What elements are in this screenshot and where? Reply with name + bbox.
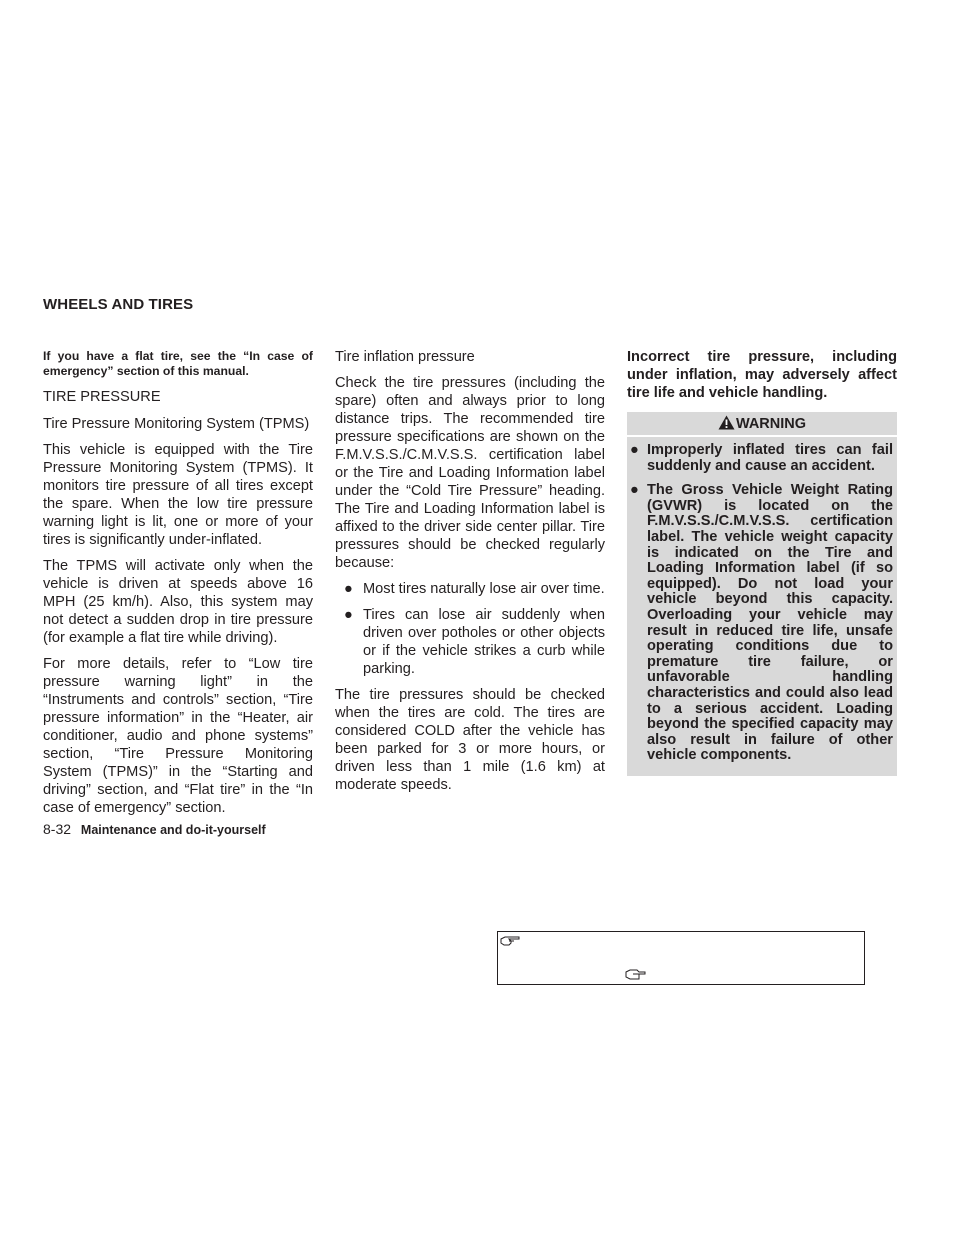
warning-triangle-icon bbox=[718, 415, 735, 430]
column-3 bbox=[627, 348, 897, 776]
paragraph: The tire pressures should be checked when the tires are cold. The tires are considered COLD after the vehicle has been parked for 3 or more hours, or driven less than 1 mile (1.6 km) at moderate speeds. bbox=[335, 687, 605, 793]
page-footer bbox=[43, 821, 266, 837]
footer-title: Maintenance and do-it-yourself bbox=[80, 823, 266, 837]
reference-box bbox=[497, 931, 865, 985]
bullet-icon: ● bbox=[630, 442, 639, 458]
list-item: ● Improperly inflated tires can fail suddenly and cause an accident. bbox=[630, 442, 893, 474]
paragraph: Check the tire pressures (including the spare) often and always prior to long distance trips. The recommended tire pressure specifications are shown on the F.M.V.S.S./C.M.V.S.S. certification label or the Tire and Loading Information label under the “Cold Tire Pressure” heading. The Tire and Loading Information label is affixed to the driver side center pillar. Tire pressures should be checked regularly because: bbox=[335, 375, 605, 571]
bullet-list bbox=[335, 580, 605, 678]
column-1 bbox=[43, 348, 313, 825]
heading-tire-inflation-pressure: Tire inflation pressure bbox=[335, 349, 475, 365]
subheading-tpms: Tire Pressure Monitoring System (TPMS) bbox=[43, 416, 310, 432]
bullet-icon: ● bbox=[344, 607, 353, 623]
column-2 bbox=[335, 348, 605, 802]
section-title: WHEELS AND TIRES bbox=[43, 296, 194, 313]
paragraph: For more details, refer to “Low tire pressure warning light” in the “Instruments and controls” section, “Tire pressure information” in the “Heater, air conditioner, audio and phone systems” section, “Tire Pressure Monitoring System (TPMS)” in the “Starting and driving” section, and “Flat tire” in the “In case of emergency” section. bbox=[43, 656, 313, 816]
warning-box bbox=[627, 412, 897, 776]
pointing-hand-icon bbox=[625, 968, 647, 982]
warning-label: WARNING bbox=[735, 416, 807, 432]
flat-tire-note: If you have a flat tire, see the “In case of emergency” section of this manual. bbox=[43, 349, 313, 378]
list-item: ● Most tires naturally lose air over time. bbox=[344, 581, 605, 597]
heading-tire-pressure: TIRE PRESSURE bbox=[43, 389, 161, 405]
warning-list bbox=[627, 443, 893, 764]
paragraph: The TPMS will activate only when the vehicle is driven at speeds above 16 MPH (25 km/h). Also, this system may not detect a sudden drop in tire pressure (for example a flat tire while driving). bbox=[43, 558, 313, 646]
list-item: ● Tires can lose air suddenly when driven over potholes or other objects or if the vehicle strikes a curb while parking. bbox=[344, 607, 605, 677]
paragraph: This vehicle is equipped with the Tire Pressure Monitoring System (TPMS). It monitors tire pressure of all tires except the spare. When the low tire pressure warning light is lit, one or more of your tires is significantly under-inflated. bbox=[43, 442, 313, 548]
bullet-icon: ● bbox=[630, 482, 639, 499]
warning-header bbox=[627, 412, 897, 437]
incorrect-pressure-statement: Incorrect tire pressure, including under inflation, may adversely affect tire life and vehicle handling. bbox=[627, 349, 897, 401]
bullet-icon: ● bbox=[344, 581, 353, 597]
list-item: ● The Gross Vehicle Weight Rating (GVWR) is located on the F.M.V.S.S./C.M.V.S.S. certification label. The vehicle weight capacity is indicated on the Tire and Loading Information label (if so equipped). Do not load your vehicle beyond this capacity. Overloading your vehicle may result in reduced tire life, unsafe operating conditions due to premature tire failure, or unfavorable handling characteristics and could also lead to a serious accident. Loading beyond the specified capacity may also result in failure of other vehicle components. bbox=[630, 482, 893, 764]
pointing-hand-icon bbox=[500, 934, 522, 948]
page-number: 8-32 bbox=[43, 821, 72, 837]
